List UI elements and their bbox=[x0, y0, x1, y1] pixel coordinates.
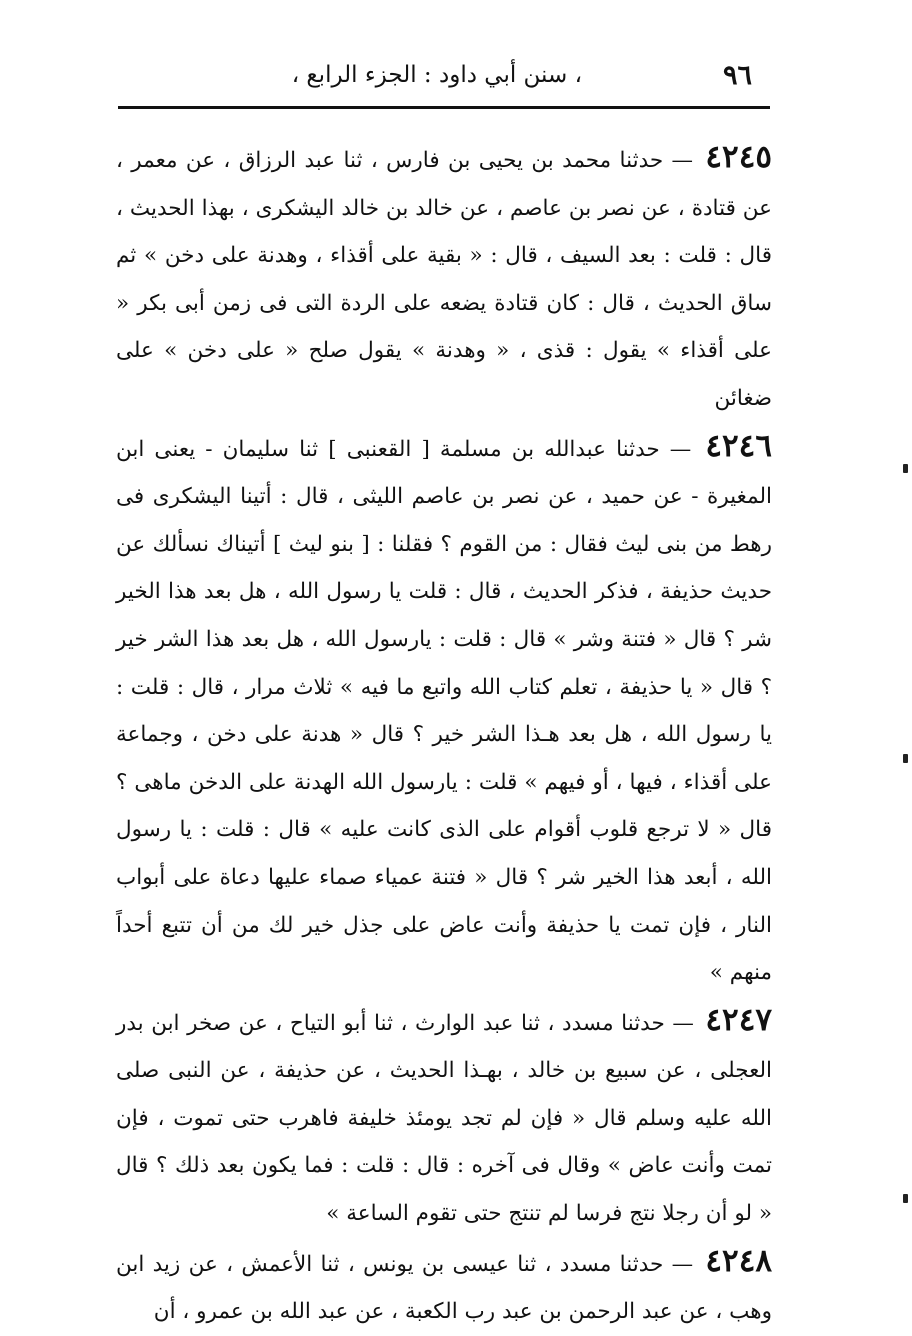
scan-speck bbox=[903, 1194, 908, 1203]
page-number: ٩٦ bbox=[722, 60, 752, 91]
page-body bbox=[116, 134, 772, 1336]
hadith-text: — حدثنا مسدد ، ثنا عبد الوارث ، ثنا أبو التياح ، عن صخر ابن بدر العجلى ، عن سبيع بن خالد ، بهـذا الحديث ، عن حذيفة ، عن النبى صلى الله عليه وسلم قال « فإن لم تجد يومئذ خليفة فاهرب حتى تموت ، فإن تمت وأنت عاض » وقال فى آخره : قال : قلت : فما يكون بعد ذلك ؟ قال « لو أن رجلا نتج فرسا لم تنتج حتى تقوم الساعة » bbox=[116, 1010, 772, 1227]
hadith-text: — حدثنا مسدد ، ثنا عيسى بن يونس ، ثنا الأعمش ، عن زيد ابن وهب ، عن عبد الرحمن بن عبد رب الكعبة ، عن عبد الله بن عمرو ، أن bbox=[116, 1251, 772, 1325]
hadith-number: ٤٢٤٧ bbox=[705, 1001, 772, 1038]
hadith-text: — حدثنا محمد بن يحيى بن فارس ، ثنا عبد الرزاق ، عن معمر ، عن قتادة ، عن نصر بن عاصم ، عن خالد بن خالد اليشكرى ، بهذا الحديث ، قال : قلت : بعد السيف ، قال : « بقية على أقذاء ، وهدنة على دخن » ثم ساق الحديث ، قال : كان قتادة يضعه على الردة التى فى زمن أبى بكر « على أقذاء » يقول : قذى ، « وهدنة » يقول صلح « على دخن » على ضغائن bbox=[116, 148, 772, 411]
hadith-entry bbox=[116, 1238, 772, 1336]
scan-speck bbox=[903, 754, 908, 763]
hadith-entry bbox=[116, 423, 772, 997]
hadith-text: — حدثنا عبدالله بن مسلمة [ القعنبى ] ثنا سليمان - يعنى ابن المغيرة - عن حميد ، عن نصر بن عاصم الليثى ، قال : أتينا اليشكرى فى رهط من بنى ليث فقال : من القوم ؟ فقلنا : [ بنو ليث ] أتيناك نسألك عن حديث حذيفة ، فذكر الحديث ، قال : قلت يا رسول الله ، هل بعد هذا الخير شر ؟ قال « فتنة وشر » قال : قلت : يارسول الله ، هل بعد هذا الشر خير ؟ قال « يا حذيفة ، تعلم كتاب الله واتبع ما فيه » ثلاث مرار ، قال : قلت : يا رسول الله ، هل بعد هـذا الشر خير ؟ قال « هدنة على دخن ، وجماعة على أقذاء ، فيها ، أو فيهم » قلت : يارسول الله الهدنة على الدخن ماهى ؟ قال « لا ترجع قلوب أقوام على الذى كانت عليه » قال : قلت : يا رسول الله ، أبعد هذا الخير شر ؟ قال « فتنة عمياء صماء عليها دعاة على أبواب النار ، فإن تمت يا حذيفة وأنت عاض على جذل خير لك من أن تتبع أحداً منهم » bbox=[116, 436, 772, 986]
hadith-number: ٤٢٤٨ bbox=[705, 1242, 772, 1279]
hadith-number: ٤٢٤٥ bbox=[705, 139, 772, 175]
header-divider bbox=[118, 106, 770, 109]
hadith-entry bbox=[116, 997, 772, 1238]
running-title: ، سنن أبي داود : الجزء الرابع ، bbox=[291, 62, 582, 88]
hadith-entry bbox=[116, 134, 772, 423]
page-header bbox=[118, 56, 768, 106]
scan-speck bbox=[903, 464, 908, 473]
hadith-number: ٤٢٤٦ bbox=[705, 427, 772, 464]
